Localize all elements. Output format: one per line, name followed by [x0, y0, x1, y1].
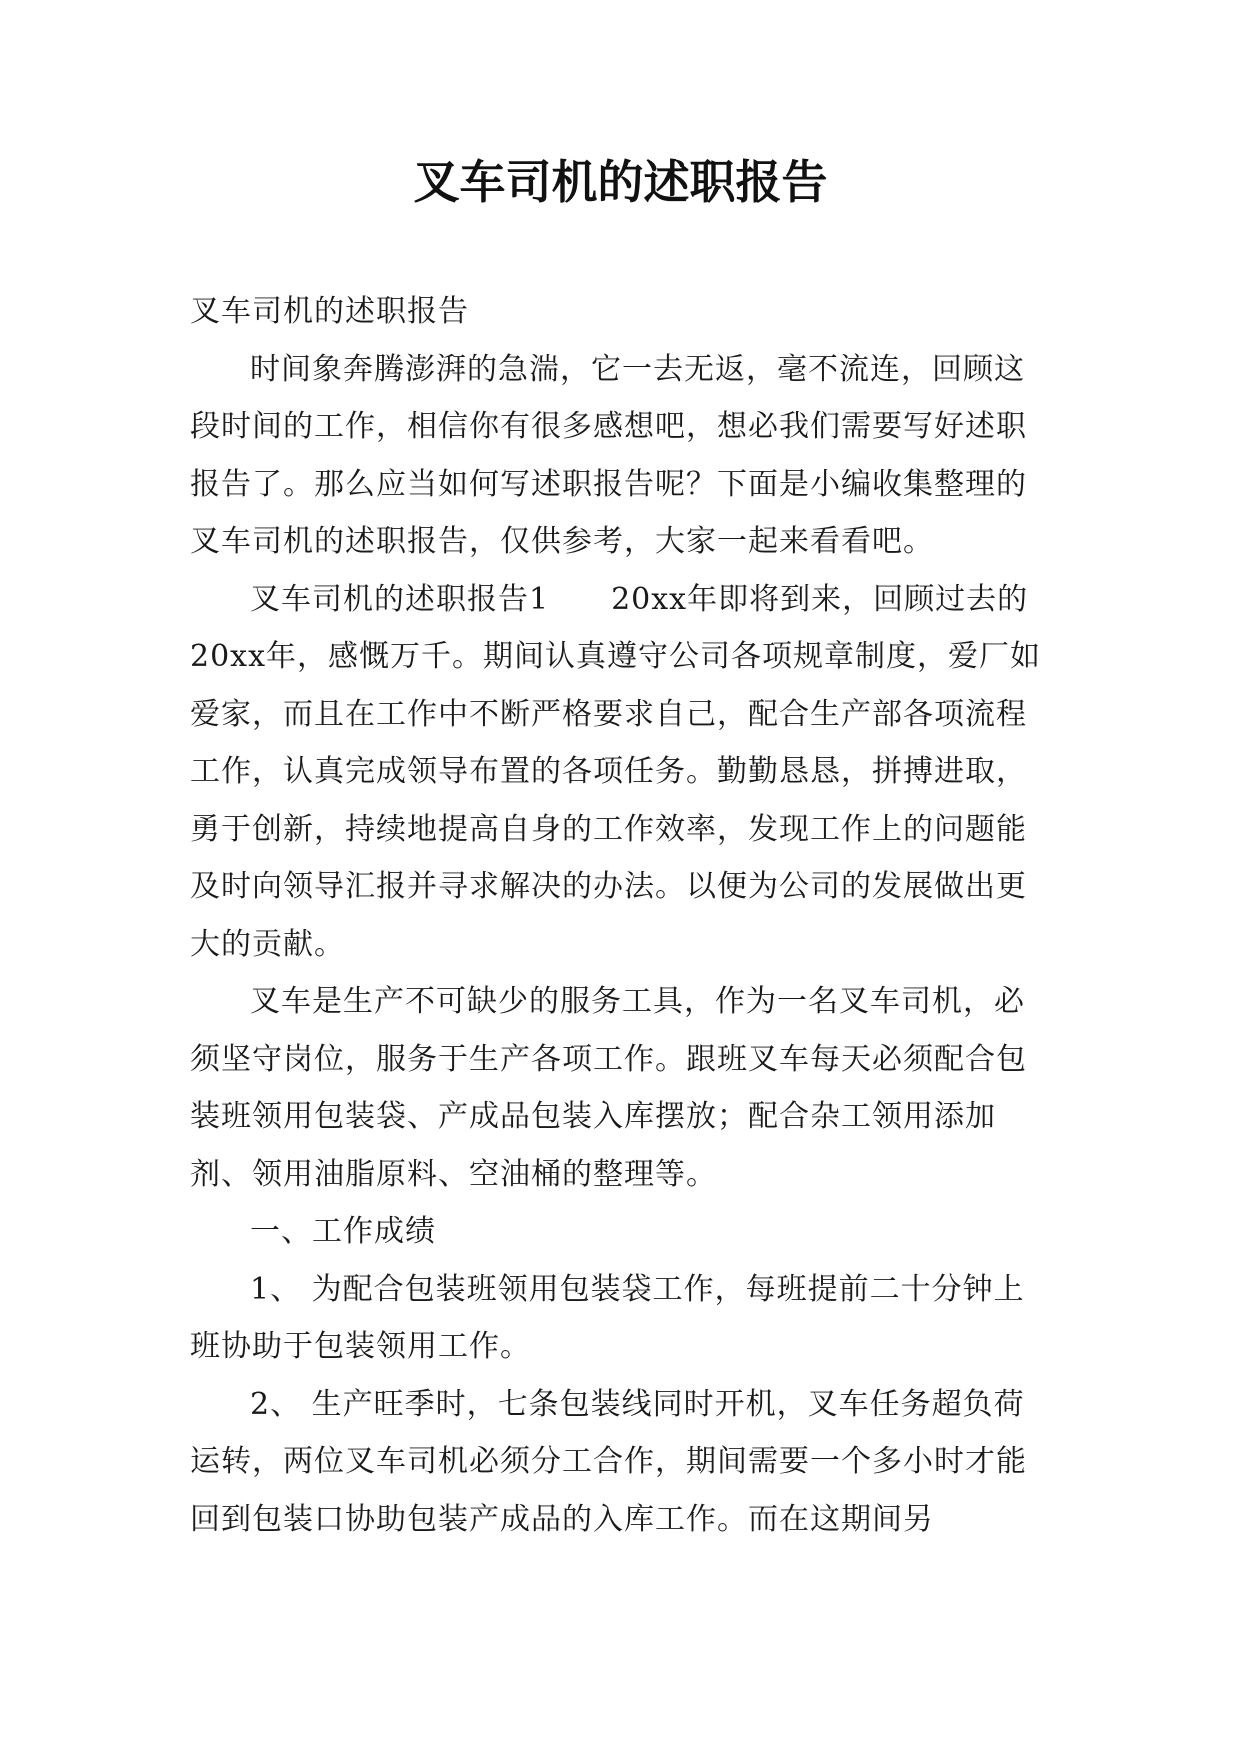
report-1-heading: 叉车司机的述职报告1 [250, 581, 550, 617]
report-1-opening: 20xx年即将到来，回顾过去的20xx年，感慨万千。期间认真遵守公司各项规章制度，爱厂如爱家，而且在工作中不断严格要求自己，配合生产部各项流程工作，认真完成领导布置的各项任务。勤勤恳恳，拼搏进取，勇于创新，持续地提高自身的工作效率，发现工作上的问题能及时向领导汇报并寻求解决的办法。以便为公司的发展做出更大的贡献。 [190, 581, 1042, 962]
section-heading-achievements: 一、工作成绩 [250, 1214, 436, 1249]
paragraph-subtitle: 叉车司机的述职报告 [190, 294, 469, 329]
paragraph-report-1 [190, 571, 1052, 974]
paragraph-forklift-duties: 叉车是生产不可缺少的服务工具，作为一名叉车司机，必须坚守岗位，服务于生产各项工作。跟班叉车每天必须配合包装班领用包装袋、产成品包装入库摆放；配合杂工领用添加剂、领用油脂原料、空油桶的整理等。 [190, 984, 1027, 1192]
list-item-1: 1、 为配合包装班领用包装袋工作，每班提前二十分钟上班协助于包装领用工作。 [190, 1271, 1025, 1364]
paragraph-intro: 时间象奔腾澎湃的急湍，它一去无返，毫不流连，回顾这段时间的工作，相信你有很多感想吧，想必我们需要写好述职报告了。那么应当如何写述职报告呢？下面是小编收集整理的叉车司机的述职报告，仅供参考，大家一起来看看吧。 [190, 351, 1027, 559]
list-item-2: 2、 生产旺季时，七条包装线同时开机，叉车任务超负荷运转，两位叉车司机必须分工合作，期间需要一个多小时才能回到包装口协助包装产成品的入库工作。而在这期间另 [190, 1386, 1027, 1537]
document-title: 叉车司机的述职报告 [413, 155, 828, 209]
document-body [190, 283, 1052, 1548]
